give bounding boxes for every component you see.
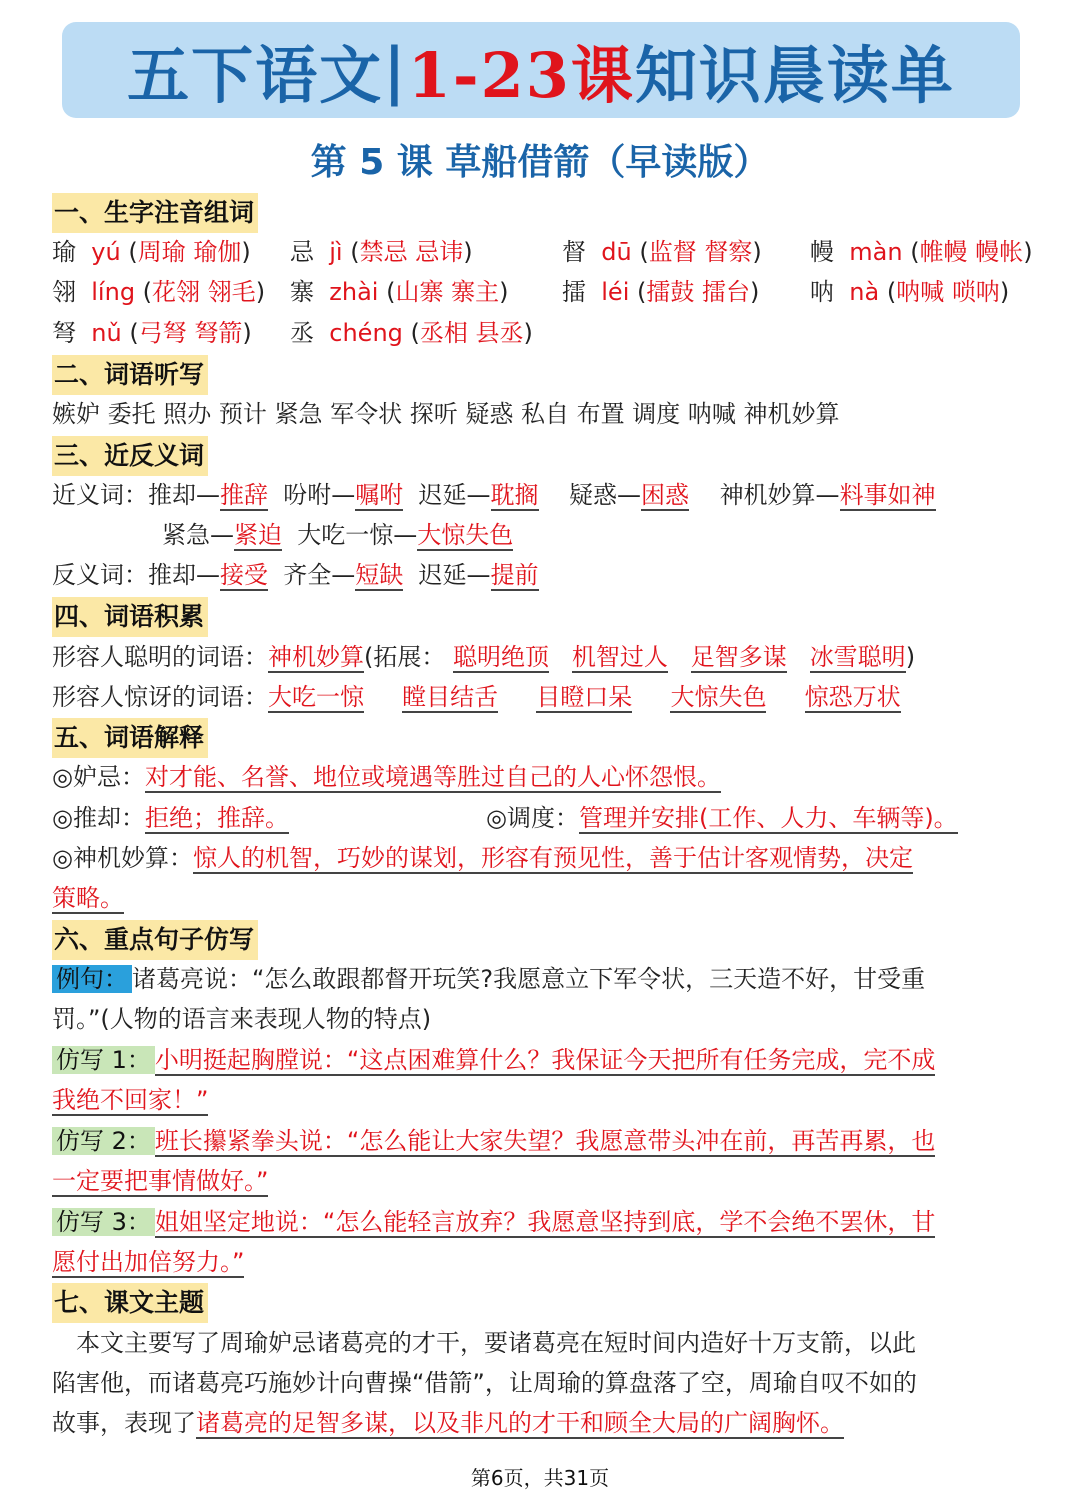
character: 忌 [290,238,314,266]
imitation-2 [52,1122,935,1160]
example-words: 监督 督察 [648,238,753,266]
surprise-word: 瞠目结舌 [402,683,499,711]
theme-line-1: 本文主要写了周瑜妒忌诸葛亮的才干，要诸葛亮在短时间内造好十万支箭，以此 [52,1329,916,1357]
page-number: 第6页，共31页 [470,1466,610,1490]
imitation-text: 我绝不回家！” [52,1086,209,1114]
synonym-b: 大惊失色 [417,521,514,549]
section-heading-7: 七、课文主题 [52,1283,208,1323]
banner-lessons: 1-23课 [407,38,635,112]
pinyin: dū [601,238,632,266]
antonym-a: 推却— [148,561,220,589]
character-entry: 幔 màn (帷幔 幔帐) [810,238,1033,266]
smart-main-word: 神机妙算 [268,643,364,671]
imitation-text: 一定要把事情做好。” [52,1167,269,1195]
synonym-a: 紧急— [162,521,234,549]
synonyms-label: 近义词： [52,481,148,509]
surprise-words-row [52,678,901,716]
explanation-row-1 [52,758,721,796]
example-words: 丞相 县丞 [419,319,524,347]
imitation-3-cont [52,1243,244,1281]
surprise-word: 惊恐万状 [804,683,901,711]
character: 弩 [52,319,76,347]
antonym-b: 短缺 [355,561,404,589]
imitation-2-cont [52,1162,268,1200]
character: 丞 [290,319,314,347]
explanation-text: 拒绝；推辞。 [144,804,289,832]
character: 督 [562,238,586,266]
pinyin: yú [91,238,121,266]
antonym-b: 提前 [490,561,539,589]
synonym-a: 疑惑— [569,481,642,509]
imitation-1-cont [52,1081,208,1119]
pinyin: léi [601,278,630,306]
synonym-b: 困惑 [641,481,690,509]
explanation-row-4 [52,839,913,877]
synonym-a: 推却— [148,481,220,509]
example-text: 诸葛亮说：“怎么敢跟都督开玩笑?我愿意立下军令状，三天造不好，甘受重 [132,965,926,993]
synonyms-row-1 [52,476,936,514]
character: 幔 [810,238,834,266]
antonym-a: 迟延— [418,561,491,589]
smart-ext-word: 足智多谋 [690,643,787,671]
section-heading-1: 一、生字注音组词 [52,193,258,233]
dictation-words: 嫉妒 委托 照办 预计 紧急 军令状 探听 疑惑 私自 布置 调度 呐喊 神机妙算 [52,400,840,428]
explanation-row-4-cont [52,879,124,917]
section-heading-4: 四、词语积累 [52,597,208,637]
explanation-text: 对才能、名誉、地位或境遇等胜过自己的人心怀怨恨。 [144,763,721,791]
smart-ext-word: 冰雪聪明 [809,643,906,671]
character-entry: 擂 léi (擂鼓 擂台) [562,278,760,306]
lesson-title: 第 5 课 草船借箭（早读版） [310,142,770,183]
example-words: 呐喊 唢呐 [896,278,1000,306]
example-words: 花翎 翎毛 [152,278,256,306]
theme-highlight: 诸葛亮的足智多谋，以及非凡的才干和顾全大局的广阔胸怀。 [196,1409,844,1437]
banner-separator: | [383,33,408,107]
surprise-word: 目瞪口呆 [536,683,633,711]
antonyms-row [52,556,539,594]
explanation-label: ◎妒忌： [52,763,145,791]
synonyms-row-2 [162,516,513,554]
character-entry: 寨 zhài (山寨 寨主) [290,278,509,306]
antonym-a: 齐全— [283,561,356,589]
imitation-1 [52,1041,935,1079]
imitation-tag: 仿写 1： [52,1046,155,1074]
smart-ext-word: 机智过人 [571,643,668,671]
example-sentence [52,960,925,998]
explanation-text: 策略。 [52,884,124,912]
imitation-tag: 仿写 3： [52,1208,155,1236]
character: 擂 [562,278,586,306]
character: 瑜 [52,238,76,266]
synonym-b: 料事如神 [839,481,936,509]
imitation-text: 愿付出加倍努力。” [52,1248,245,1276]
pinyin: líng [91,278,136,306]
character-entry: 丞 chéng (丞相 县丞) [290,319,533,347]
surprise-label: 形容人惊讶的词语： [52,683,268,711]
section-heading-3: 三、近反义词 [52,436,208,476]
surprise-word: 大惊失色 [670,683,767,711]
character: 呐 [810,278,834,306]
banner-name: 知识晨读单 [634,38,955,112]
pinyin: jì [329,238,343,266]
example-words: 周瑜 瑜伽 [137,238,242,266]
explanation-row-3 [486,799,958,837]
imitation-3 [52,1203,935,1241]
theme-line-2: 陷害他，而诸葛亮巧施妙计向曹操“借箭”，让周瑜的算盘落了空，周瑜自叹不如的 [52,1369,917,1397]
section-heading-6: 六、重点句子仿写 [52,920,258,960]
synonym-a: 神机妙算— [719,481,840,509]
synonym-a: 大吃一惊— [297,521,418,549]
character-entry: 弩 nǔ (弓弩 弩箭) [52,319,252,347]
character: 翎 [52,278,76,306]
surprise-word: 大吃一惊 [268,683,364,711]
character-entry: 忌 jì (禁忌 忌讳) [290,238,473,266]
example-sentence-cont: 罚。”(人物的语言来表现人物的特点) [52,1005,432,1033]
example-words: 禁忌 忌讳 [359,238,464,266]
synonym-b: 紧迫 [234,521,282,549]
explanation-label: ◎神机妙算： [52,844,193,872]
example-words: 帷幔 幔帐 [919,238,1024,266]
synonym-b: 耽搁 [490,481,539,509]
character-entry: 瑜 yú (周瑜 瑜伽) [52,238,251,266]
synonym-a: 吩咐— [283,481,356,509]
character-entry: 翎 líng (花翎 翎毛) [52,278,266,306]
section-heading-5: 五、词语解释 [52,718,208,758]
smart-ext-word: 聪明绝顶 [453,643,550,671]
synonym-a: 迟延— [418,481,491,509]
pinyin: chéng [329,319,403,347]
explanation-label: ◎推却： [52,804,145,832]
explanation-text: 惊人的机智，巧妙的谋划，形容有预见性，善于估计客观情势，决定 [192,844,913,872]
smart-label: 形容人聪明的词语： [52,643,268,671]
smart-words-row [52,638,915,676]
imitation-text: 姐姐坚定地说：“怎么能轻言放弃？我愿意坚持到底，学不会绝不罢休，甘 [154,1208,936,1236]
character-entry: 督 dū (监督 督察) [562,238,762,266]
explanation-text: 管理并安排(工作、人力、车辆等)。 [578,804,958,832]
imitation-tag: 仿写 2： [52,1127,155,1155]
explanation-label: ◎调度： [486,804,579,832]
character-entry: 呐 nà (呐喊 唢呐) [810,278,1010,306]
antonyms-label: 反义词： [52,561,148,589]
section-heading-2: 二、词语听写 [52,355,208,395]
antonym-b: 接受 [220,561,268,589]
example-tag: 例句： [52,965,132,993]
example-words: 擂鼓 擂台 [646,278,751,306]
imitation-text: 小明挺起胸膛说：“这点困难算什么？我保证今天把所有任务完成，完不成 [154,1046,936,1074]
explanation-row-2 [52,799,289,837]
synonym-b: 嘱咐 [355,481,404,509]
pinyin: nǔ [91,319,122,347]
example-words: 弓弩 弩箭 [138,319,243,347]
extension-label: (拓展： [364,643,446,671]
example-words: 山寨 寨主 [395,278,500,306]
imitation-text: 班长攥紧拳头说：“怎么能让大家失望？我愿意带头冲在前，再苦再累，也 [154,1127,936,1155]
pinyin: zhài [329,278,379,306]
character: 寨 [290,278,314,306]
banner-subject: 五下语文 [127,38,384,112]
theme-line-3 [52,1404,844,1442]
pinyin: nà [849,278,880,306]
synonym-b: 推辞 [220,481,268,509]
title-banner [62,22,1020,118]
extension-close: ) [905,643,916,671]
pinyin: màn [849,238,903,266]
theme-text: 故事，表现了 [52,1409,196,1437]
